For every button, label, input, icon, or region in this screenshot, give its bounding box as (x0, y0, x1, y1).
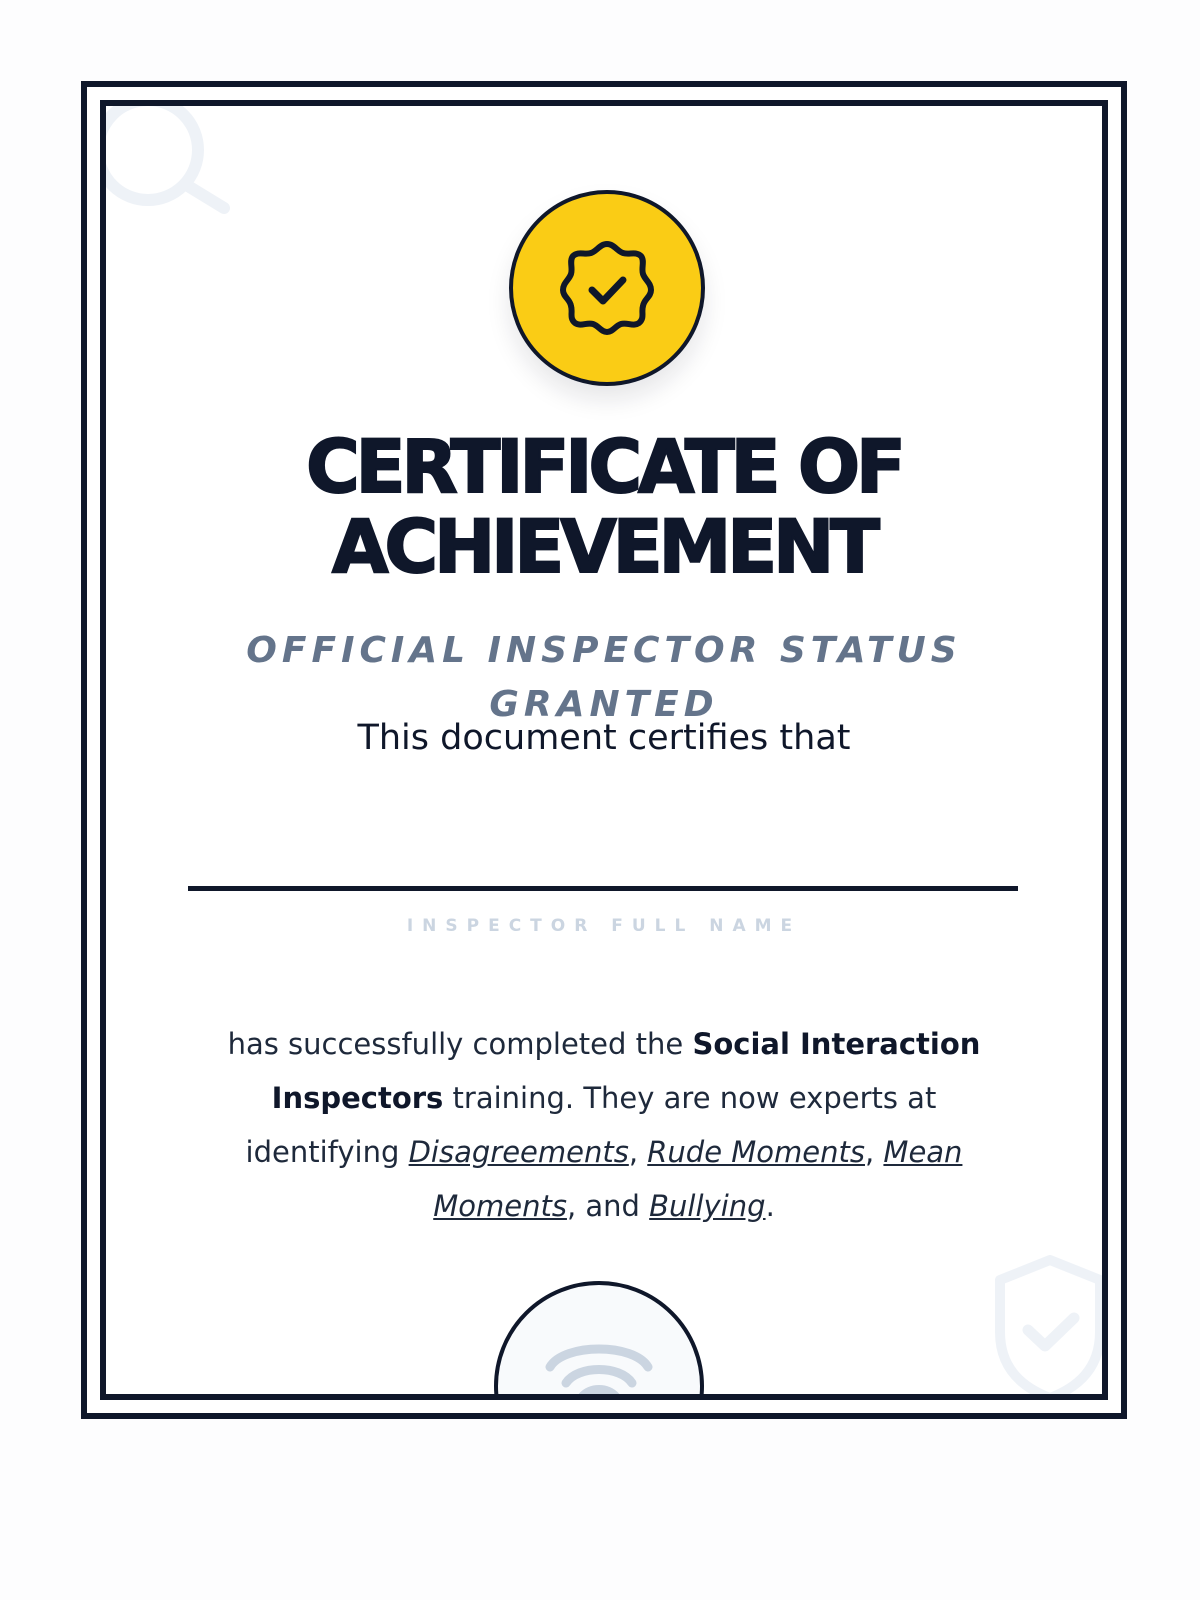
body-middle: training. They are now experts at identifying (245, 1081, 937, 1169)
badge-check-icon (559, 240, 655, 336)
certifies-text: This document certifies that (357, 718, 851, 758)
separator: , (628, 1135, 648, 1169)
subtitle-line-2: GRANTED (489, 684, 719, 725)
skill-bullying: Bullying (649, 1189, 766, 1223)
achievement-seal (509, 190, 705, 386)
body-intro: has successfully completed the (227, 1027, 693, 1061)
shield-check-icon (990, 1252, 1108, 1400)
name-field-label: INSPECTOR FULL NAME (406, 916, 802, 936)
certificate-body (216, 1017, 992, 1233)
fingerprint-icon (498, 1285, 700, 1400)
certificate-title (106, 425, 1102, 590)
separator: , (864, 1135, 884, 1169)
title-line-1: CERTIFICATE OF (306, 425, 902, 510)
skill-mean-moments: Mean Moments (433, 1135, 963, 1223)
bottom-seal (494, 1281, 704, 1400)
program-name: Social Interaction Inspectors (271, 1027, 981, 1115)
name-signature-line (188, 886, 1018, 891)
skill-rude-moments: Rude Moments (647, 1135, 865, 1169)
body-end: . (765, 1189, 775, 1223)
subtitle-line-1: OFFICIAL INSPECTOR STATUS (246, 630, 962, 671)
search-icon (100, 100, 246, 228)
separator: , and (566, 1189, 650, 1223)
certificate-frame (100, 100, 1108, 1400)
title-line-2: ACHIEVEMENT (332, 505, 876, 590)
skill-disagreements: Disagreements (408, 1135, 629, 1169)
